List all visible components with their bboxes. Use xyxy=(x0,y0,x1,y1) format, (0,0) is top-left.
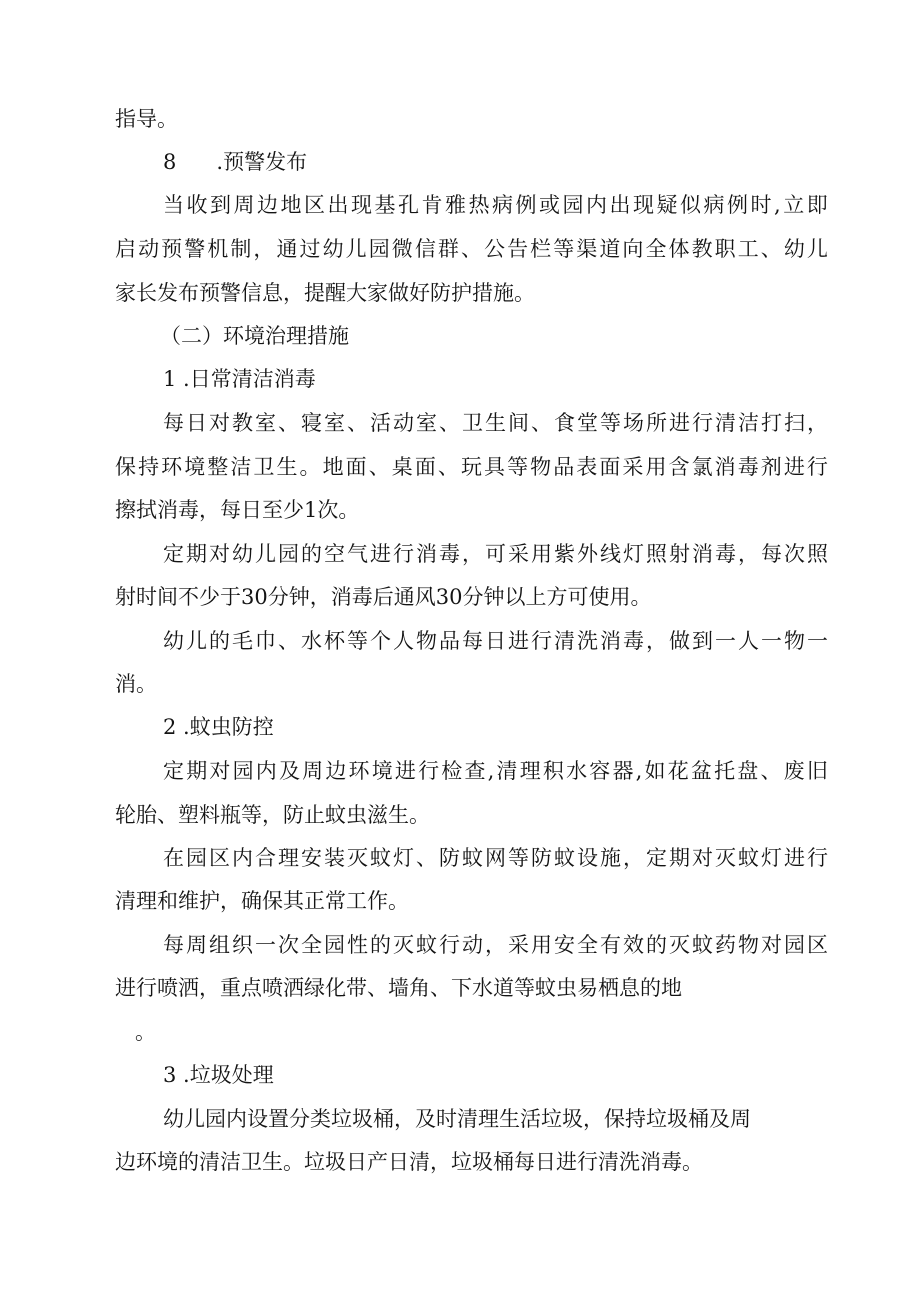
text-line: 指导。 xyxy=(115,107,178,131)
text-line: 8 .预警发布 xyxy=(163,150,308,174)
text-line: 在 园 区 内 合 理 安 装 灭 蚊 灯 、 防 蚊 网 等 防 蚊 设 施 ， 定 期 对 灭 蚊 灯 进 行 xyxy=(163,846,828,870)
text-line: 每 周 组 织 一 次 全 园 性 的 灭 蚊 行 动 ， 采 用 安 全 有 效 的 灭 蚊 药 物 对 园 区 xyxy=(163,933,828,957)
text-line: 清理和维护，确保其正常工作。 xyxy=(115,889,409,913)
text-line: 擦拭消毒，每日至少1次。 xyxy=(115,498,360,522)
text-line: 2 .蚊虫防控 xyxy=(163,715,274,739)
text-line: 进行喷洒，重点喷洒绿化带、墙角、下水道等蚊虫易栖息的地 xyxy=(115,976,682,1000)
text-line: 轮胎、塑料瓶等，防止蚊虫滋生。 xyxy=(115,803,430,827)
text-line: 定 期 对 园 内 及 周 边 环 境 进 行 检 查 , 清 理 积 水 容 器 , 如 花 盆 托 盘 、 废 旧 xyxy=(163,759,828,783)
text-line: 边环境的清洁卫生。垃圾日产日清，垃圾桶每日进行清洗消毒。 xyxy=(115,1150,703,1174)
text-line: 定 期 对 幼 儿 园 的 空 气 进 行 消 毒 ， 可 采 用 紫 外 线 灯 照 射 消 毒 ， 每 次 照 xyxy=(163,542,828,566)
text-line: 。 xyxy=(135,1020,156,1044)
text-line: 启 动 预 警 机 制 ， 通 过 幼 儿 园 微 信 群 、 公 告 栏 等 渠 道 向 全 体 教 职 工 、 幼 儿 xyxy=(115,237,828,261)
text-line: 射时间不少于30分钟，消毒后通风30分钟以上方可使用。 xyxy=(115,585,652,609)
text-line: 每 日 对 教 室 、 寝 室 、 活 动 室 、 卫 生 间 、 食 堂 等 场 所 进 行 清 洁 打 扫 ， xyxy=(163,411,828,435)
text-line: 保 持 环 境 整 洁 卫 生 。 地 面 、 桌 面 、 玩 具 等 物 品 表 面 采 用 含 氯 消 毒 剂 进 行 xyxy=(115,455,828,479)
text-line: 当 收 到 周 边 地 区 出 现 基 孔 肯 雅 热 病 例 或 园 内 出 现 疑 似 病 例 时 , 立 即 xyxy=(163,193,828,217)
text-line: 3 .垃圾处理 xyxy=(163,1063,274,1087)
text-line: （二）环境治理措施 xyxy=(160,324,349,348)
text-line: 幼儿园内设置分类垃圾桶，及时清理生活垃圾，保持垃圾桶及周 xyxy=(163,1107,751,1131)
text-line: 幼 儿 的 毛 巾 、 水 杯 等 个 人 物 品 每 日 进 行 清 洗 消 毒 ， 做 到 一 人 一 物 一 xyxy=(163,629,828,653)
text-line: 1 .日常清洁消毒 xyxy=(163,367,316,391)
text-line: 消。 xyxy=(115,672,157,696)
text-line: 家长发布预警信息，提醒大家做好防护措施。 xyxy=(115,281,535,305)
